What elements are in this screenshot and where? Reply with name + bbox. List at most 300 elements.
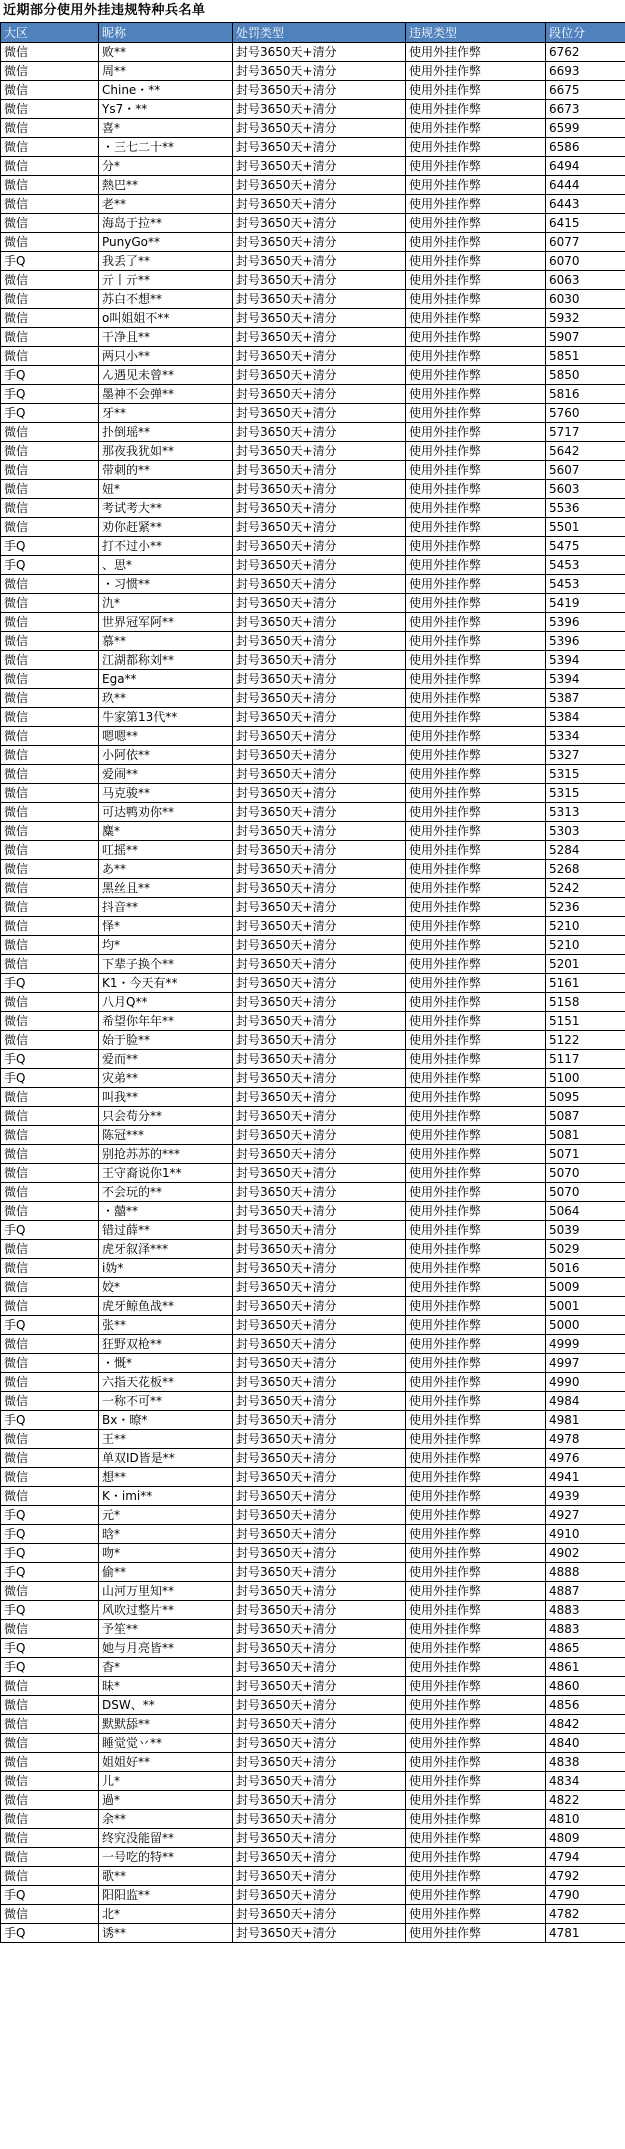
- nickname-cell: 灾弟**: [99, 1069, 233, 1088]
- region-cell: 手Q: [1, 1658, 99, 1677]
- penalty-cell: 封号3650天+清分: [233, 1506, 406, 1525]
- region-cell: 手Q: [1, 385, 99, 404]
- penalty-cell: 封号3650天+清分: [233, 1772, 406, 1791]
- penalty-cell: 封号3650天+清分: [233, 632, 406, 651]
- rank-score-cell: 5268: [546, 860, 625, 879]
- violation-cell: 使用外挂作弊: [406, 1069, 546, 1088]
- violation-cell: 使用外挂作弊: [406, 1430, 546, 1449]
- table-body: [1, 43, 625, 1943]
- violation-cell: 使用外挂作弊: [406, 252, 546, 271]
- penalty-cell: 封号3650天+清分: [233, 119, 406, 138]
- table-row: [1, 537, 625, 556]
- table-row: [1, 423, 625, 442]
- rank-score-cell: 5284: [546, 841, 625, 860]
- rank-score-cell: 6030: [546, 290, 625, 309]
- penalty-cell: 封号3650天+清分: [233, 898, 406, 917]
- penalty-cell: 封号3650天+清分: [233, 1107, 406, 1126]
- region-cell: 微信: [1, 1829, 99, 1848]
- violation-cell: 使用外挂作弊: [406, 1088, 546, 1107]
- region-cell: 微信: [1, 1867, 99, 1886]
- penalty-cell: 封号3650天+清分: [233, 328, 406, 347]
- region-cell: 微信: [1, 176, 99, 195]
- rank-score-cell: 5384: [546, 708, 625, 727]
- page-title: 近期部分使用外挂违规特种兵名单: [3, 3, 206, 18]
- nickname-cell: 错过薛**: [99, 1221, 233, 1240]
- penalty-cell: 封号3650天+清分: [233, 1392, 406, 1411]
- table-row: [1, 689, 625, 708]
- table-row: [1, 556, 625, 575]
- table-row: [1, 1259, 625, 1278]
- table-row: [1, 784, 625, 803]
- penalty-cell: 封号3650天+清分: [233, 1031, 406, 1050]
- nickname-cell: 墨神不会弹**: [99, 385, 233, 404]
- violation-cell: 使用外挂作弊: [406, 955, 546, 974]
- rank-score-cell: 4790: [546, 1886, 625, 1905]
- rank-score-cell: 5100: [546, 1069, 625, 1088]
- violation-cell: 使用外挂作弊: [406, 1240, 546, 1259]
- nickname-cell: 亓丨亓**: [99, 271, 233, 290]
- table-row: [1, 518, 625, 537]
- nickname-cell: 一称不可**: [99, 1392, 233, 1411]
- rank-score-cell: 5717: [546, 423, 625, 442]
- penalty-cell: 封号3650天+清分: [233, 1183, 406, 1202]
- nickname-cell: ・习惯**: [99, 575, 233, 594]
- nickname-cell: 晗*: [99, 1525, 233, 1544]
- nickname-cell: 考试考大**: [99, 499, 233, 518]
- nickname-cell: Ega**: [99, 670, 233, 689]
- penalty-cell: 封号3650天+清分: [233, 1297, 406, 1316]
- table-row: [1, 1088, 625, 1107]
- rank-score-cell: 5000: [546, 1316, 625, 1335]
- rank-score-cell: 5453: [546, 556, 625, 575]
- rank-score-cell: 5064: [546, 1202, 625, 1221]
- violation-cell: 使用外挂作弊: [406, 1563, 546, 1582]
- rank-score-cell: 4781: [546, 1924, 625, 1943]
- region-cell: 微信: [1, 1335, 99, 1354]
- penalty-cell: 封号3650天+清分: [233, 860, 406, 879]
- region-cell: 微信: [1, 1202, 99, 1221]
- penalty-cell: 封号3650天+清分: [233, 404, 406, 423]
- violation-cell: 使用外挂作弊: [406, 81, 546, 100]
- rank-score-cell: 6077: [546, 233, 625, 252]
- rank-score-cell: 4981: [546, 1411, 625, 1430]
- penalty-cell: 封号3650天+清分: [233, 1411, 406, 1430]
- table-row: [1, 1487, 625, 1506]
- rank-score-cell: 5607: [546, 461, 625, 480]
- violation-cell: 使用外挂作弊: [406, 1734, 546, 1753]
- region-cell: 微信: [1, 1734, 99, 1753]
- penalty-cell: 封号3650天+清分: [233, 1734, 406, 1753]
- penalty-cell: 封号3650天+清分: [233, 1126, 406, 1145]
- table-row: [1, 1715, 625, 1734]
- region-cell: 手Q: [1, 1316, 99, 1335]
- violation-cell: 使用外挂作弊: [406, 746, 546, 765]
- nickname-cell: DSW、**: [99, 1696, 233, 1715]
- table-row: [1, 1411, 625, 1430]
- rank-score-cell: 4856: [546, 1696, 625, 1715]
- nickname-cell: 妞*: [99, 480, 233, 499]
- nickname-cell: 单双ID皆是**: [99, 1449, 233, 1468]
- rank-score-cell: 4902: [546, 1544, 625, 1563]
- violation-cell: 使用外挂作弊: [406, 271, 546, 290]
- nickname-cell: 劝你赶紧**: [99, 518, 233, 537]
- table-row: [1, 119, 625, 138]
- violation-cell: 使用外挂作弊: [406, 632, 546, 651]
- violation-cell: 使用外挂作弊: [406, 1126, 546, 1145]
- table-header-row: [1, 23, 625, 43]
- region-cell: 手Q: [1, 537, 99, 556]
- penalty-cell: 封号3650天+清分: [233, 1924, 406, 1943]
- region-cell: 微信: [1, 613, 99, 632]
- table-row: [1, 1525, 625, 1544]
- table-row: [1, 290, 625, 309]
- region-cell: 微信: [1, 1791, 99, 1810]
- violation-cell: 使用外挂作弊: [406, 347, 546, 366]
- nickname-cell: 可达鸭劝你**: [99, 803, 233, 822]
- rank-score-cell: 4810: [546, 1810, 625, 1829]
- violation-cell: 使用外挂作弊: [406, 214, 546, 233]
- rank-score-cell: 5453: [546, 575, 625, 594]
- rank-score-cell: 4794: [546, 1848, 625, 1867]
- penalty-cell: 封号3650天+清分: [233, 480, 406, 499]
- rank-score-cell: 4842: [546, 1715, 625, 1734]
- region-cell: 手Q: [1, 1069, 99, 1088]
- penalty-cell: 封号3650天+清分: [233, 1316, 406, 1335]
- violation-cell: 使用外挂作弊: [406, 100, 546, 119]
- violation-cell: 使用外挂作弊: [406, 936, 546, 955]
- nickname-cell: 我丢了**: [99, 252, 233, 271]
- region-cell: 手Q: [1, 1601, 99, 1620]
- penalty-cell: 封号3650天+清分: [233, 1639, 406, 1658]
- region-cell: 微信: [1, 993, 99, 1012]
- rank-score-cell: 4887: [546, 1582, 625, 1601]
- nickname-cell: 周**: [99, 62, 233, 81]
- penalty-cell: 封号3650天+清分: [233, 1354, 406, 1373]
- rank-score-cell: 5396: [546, 613, 625, 632]
- rank-score-cell: 4822: [546, 1791, 625, 1810]
- violation-cell: 使用外挂作弊: [406, 1468, 546, 1487]
- rank-score-cell: 5070: [546, 1164, 625, 1183]
- penalty-cell: 封号3650天+清分: [233, 1677, 406, 1696]
- rank-score-cell: 4860: [546, 1677, 625, 1696]
- nickname-cell: 慕**: [99, 632, 233, 651]
- table-row: [1, 1316, 625, 1335]
- penalty-cell: 封号3650天+清分: [233, 1753, 406, 1772]
- region-cell: 手Q: [1, 1544, 99, 1563]
- penalty-cell: 封号3650天+清分: [233, 594, 406, 613]
- penalty-cell: 封号3650天+清分: [233, 1012, 406, 1031]
- table-row: [1, 404, 625, 423]
- penalty-cell: 封号3650天+清分: [233, 366, 406, 385]
- violation-cell: 使用外挂作弊: [406, 157, 546, 176]
- violation-cell: 使用外挂作弊: [406, 138, 546, 157]
- ban-list-table: [0, 22, 625, 1943]
- penalty-cell: 封号3650天+清分: [233, 1601, 406, 1620]
- region-cell: 微信: [1, 879, 99, 898]
- region-cell: 手Q: [1, 404, 99, 423]
- nickname-cell: i妫*: [99, 1259, 233, 1278]
- nickname-cell: 氿*: [99, 594, 233, 613]
- rank-score-cell: 5081: [546, 1126, 625, 1145]
- region-cell: 微信: [1, 1810, 99, 1829]
- violation-cell: 使用外挂作弊: [406, 898, 546, 917]
- table-row: [1, 1582, 625, 1601]
- rank-score-cell: 5603: [546, 480, 625, 499]
- nickname-cell: 余**: [99, 1810, 233, 1829]
- table-row: [1, 1373, 625, 1392]
- rank-score-cell: 5501: [546, 518, 625, 537]
- violation-cell: 使用外挂作弊: [406, 328, 546, 347]
- region-cell: 微信: [1, 1468, 99, 1487]
- nickname-cell: 姣*: [99, 1278, 233, 1297]
- penalty-cell: 封号3650天+清分: [233, 689, 406, 708]
- nickname-cell: 牙**: [99, 404, 233, 423]
- region-cell: 微信: [1, 1487, 99, 1506]
- rank-score-cell: 5242: [546, 879, 625, 898]
- table-row: [1, 1050, 625, 1069]
- nickname-cell: 一号吃的特**: [99, 1848, 233, 1867]
- nickname-cell: 、思*: [99, 556, 233, 575]
- table-row: [1, 1107, 625, 1126]
- violation-cell: 使用外挂作弊: [406, 1297, 546, 1316]
- rank-score-cell: 4990: [546, 1373, 625, 1392]
- violation-cell: 使用外挂作弊: [406, 556, 546, 575]
- rank-score-cell: 5851: [546, 347, 625, 366]
- table-row: [1, 1829, 625, 1848]
- violation-cell: 使用外挂作弊: [406, 404, 546, 423]
- region-cell: 手Q: [1, 366, 99, 385]
- region-cell: 微信: [1, 1753, 99, 1772]
- violation-cell: 使用外挂作弊: [406, 518, 546, 537]
- penalty-cell: 封号3650天+清分: [233, 1525, 406, 1544]
- violation-cell: 使用外挂作弊: [406, 442, 546, 461]
- table-row: [1, 1278, 625, 1297]
- rank-score-cell: 5327: [546, 746, 625, 765]
- table-row: [1, 1430, 625, 1449]
- penalty-cell: 封号3650天+清分: [233, 271, 406, 290]
- region-cell: 微信: [1, 1031, 99, 1050]
- column-header-penalty: 处罚类型: [233, 23, 406, 43]
- nickname-cell: 吻*: [99, 1544, 233, 1563]
- violation-cell: 使用外挂作弊: [406, 1392, 546, 1411]
- violation-cell: 使用外挂作弊: [406, 1715, 546, 1734]
- rank-score-cell: 5394: [546, 651, 625, 670]
- region-cell: 微信: [1, 195, 99, 214]
- rank-score-cell: 6444: [546, 176, 625, 195]
- nickname-cell: 北*: [99, 1905, 233, 1924]
- nickname-cell: 叫我**: [99, 1088, 233, 1107]
- violation-cell: 使用外挂作弊: [406, 784, 546, 803]
- penalty-cell: 封号3650天+清分: [233, 784, 406, 803]
- region-cell: 微信: [1, 233, 99, 252]
- rank-score-cell: 5907: [546, 328, 625, 347]
- table-row: [1, 1297, 625, 1316]
- nickname-cell: あ**: [99, 860, 233, 879]
- region-cell: 微信: [1, 138, 99, 157]
- table-row: [1, 936, 625, 955]
- table-row: [1, 271, 625, 290]
- penalty-cell: 封号3650天+清分: [233, 1088, 406, 1107]
- penalty-cell: 封号3650天+清分: [233, 1848, 406, 1867]
- violation-cell: 使用外挂作弊: [406, 195, 546, 214]
- violation-cell: 使用外挂作弊: [406, 1107, 546, 1126]
- table-row: [1, 670, 625, 689]
- region-cell: 微信: [1, 936, 99, 955]
- rank-score-cell: 5850: [546, 366, 625, 385]
- region-cell: 微信: [1, 1088, 99, 1107]
- penalty-cell: 封号3650天+清分: [233, 43, 406, 62]
- table-row: [1, 1240, 625, 1259]
- penalty-cell: 封号3650天+清分: [233, 347, 406, 366]
- rank-score-cell: 5070: [546, 1183, 625, 1202]
- violation-cell: 使用外挂作弊: [406, 1449, 546, 1468]
- penalty-cell: 封号3650天+清分: [233, 651, 406, 670]
- nickname-cell: 狂野双枪**: [99, 1335, 233, 1354]
- violation-cell: 使用外挂作弊: [406, 423, 546, 442]
- violation-cell: 使用外挂作弊: [406, 993, 546, 1012]
- nickname-cell: PunyGo**: [99, 233, 233, 252]
- table-row: [1, 214, 625, 233]
- rank-score-cell: 4883: [546, 1620, 625, 1639]
- nickname-cell: 叿摇**: [99, 841, 233, 860]
- nickname-cell: 牛家第13代**: [99, 708, 233, 727]
- table-row: [1, 1335, 625, 1354]
- penalty-cell: 封号3650天+清分: [233, 442, 406, 461]
- table-row: [1, 1354, 625, 1373]
- penalty-cell: 封号3650天+清分: [233, 1696, 406, 1715]
- table-row: [1, 765, 625, 784]
- rank-score-cell: 5161: [546, 974, 625, 993]
- penalty-cell: 封号3650天+清分: [233, 936, 406, 955]
- rank-score-cell: 4927: [546, 1506, 625, 1525]
- column-header-nickname: 昵称: [99, 23, 233, 43]
- nickname-cell: 默默舔**: [99, 1715, 233, 1734]
- penalty-cell: 封号3650天+清分: [233, 1810, 406, 1829]
- violation-cell: 使用外挂作弊: [406, 1164, 546, 1183]
- nickname-cell: 均*: [99, 936, 233, 955]
- violation-cell: 使用外挂作弊: [406, 860, 546, 879]
- penalty-cell: 封号3650天+清分: [233, 1373, 406, 1392]
- rank-score-cell: 5210: [546, 917, 625, 936]
- table-row: [1, 100, 625, 119]
- region-cell: 微信: [1, 632, 99, 651]
- violation-cell: 使用外挂作弊: [406, 1886, 546, 1905]
- region-cell: 微信: [1, 841, 99, 860]
- region-cell: 手Q: [1, 1886, 99, 1905]
- violation-cell: 使用外挂作弊: [406, 1202, 546, 1221]
- penalty-cell: 封号3650天+清分: [233, 1278, 406, 1297]
- nickname-cell: 怿*: [99, 917, 233, 936]
- nickname-cell: 偷**: [99, 1563, 233, 1582]
- nickname-cell: 干净且**: [99, 328, 233, 347]
- violation-cell: 使用外挂作弊: [406, 1050, 546, 1069]
- nickname-cell: 终究没能留**: [99, 1829, 233, 1848]
- table-row: [1, 1677, 625, 1696]
- rank-score-cell: 5158: [546, 993, 625, 1012]
- penalty-cell: 封号3650天+清分: [233, 518, 406, 537]
- nickname-cell: 希望你年年**: [99, 1012, 233, 1031]
- penalty-cell: 封号3650天+清分: [233, 556, 406, 575]
- nickname-cell: ・囍**: [99, 1202, 233, 1221]
- violation-cell: 使用外挂作弊: [406, 1354, 546, 1373]
- nickname-cell: 陈冠***: [99, 1126, 233, 1145]
- penalty-cell: 封号3650天+清分: [233, 727, 406, 746]
- nickname-cell: 黑丝且**: [99, 879, 233, 898]
- nickname-cell: 张**: [99, 1316, 233, 1335]
- penalty-cell: 封号3650天+清分: [233, 1050, 406, 1069]
- nickname-cell: 熱巴**: [99, 176, 233, 195]
- region-cell: 微信: [1, 480, 99, 499]
- table-row: [1, 575, 625, 594]
- penalty-cell: 封号3650天+清分: [233, 176, 406, 195]
- violation-cell: 使用外挂作弊: [406, 1829, 546, 1848]
- table-row: [1, 632, 625, 651]
- nickname-cell: 虎牙鲸鱼战**: [99, 1297, 233, 1316]
- table-row: [1, 1563, 625, 1582]
- table-row: [1, 1867, 625, 1886]
- violation-cell: 使用外挂作弊: [406, 309, 546, 328]
- nickname-cell: K1・今天有**: [99, 974, 233, 993]
- violation-cell: 使用外挂作弊: [406, 366, 546, 385]
- nickname-cell: 江湖都称刘**: [99, 651, 233, 670]
- nickname-cell: 山河万里知**: [99, 1582, 233, 1601]
- penalty-cell: 封号3650天+清分: [233, 1221, 406, 1240]
- nickname-cell: 過*: [99, 1791, 233, 1810]
- table-row: [1, 1696, 625, 1715]
- region-cell: 微信: [1, 1373, 99, 1392]
- penalty-cell: 封号3650天+清分: [233, 233, 406, 252]
- rank-score-cell: 5236: [546, 898, 625, 917]
- nickname-cell: 马克骏**: [99, 784, 233, 803]
- penalty-cell: 封号3650天+清分: [233, 1544, 406, 1563]
- nickname-cell: 不会玩的**: [99, 1183, 233, 1202]
- violation-cell: 使用外挂作弊: [406, 176, 546, 195]
- violation-cell: 使用外挂作弊: [406, 1810, 546, 1829]
- table-row: [1, 1601, 625, 1620]
- penalty-cell: 封号3650天+清分: [233, 499, 406, 518]
- region-cell: 微信: [1, 955, 99, 974]
- table-row: [1, 1012, 625, 1031]
- region-cell: 微信: [1, 1449, 99, 1468]
- penalty-cell: 封号3650天+清分: [233, 1582, 406, 1601]
- table-row: [1, 993, 625, 1012]
- rank-score-cell: 5313: [546, 803, 625, 822]
- region-cell: 微信: [1, 1696, 99, 1715]
- rank-score-cell: 4865: [546, 1639, 625, 1658]
- table-row: [1, 309, 625, 328]
- penalty-cell: 封号3650天+清分: [233, 214, 406, 233]
- rank-score-cell: 4997: [546, 1354, 625, 1373]
- violation-cell: 使用外挂作弊: [406, 1848, 546, 1867]
- nickname-cell: K・imi**: [99, 1487, 233, 1506]
- nickname-cell: Chine・**: [99, 81, 233, 100]
- table-row: [1, 1468, 625, 1487]
- column-header-rank-score: 段位分: [546, 23, 625, 43]
- nickname-cell: 她与月亮皆**: [99, 1639, 233, 1658]
- table-row: [1, 727, 625, 746]
- region-cell: 微信: [1, 1240, 99, 1259]
- violation-cell: 使用外挂作弊: [406, 575, 546, 594]
- table-row: [1, 62, 625, 81]
- rank-score-cell: 6762: [546, 43, 625, 62]
- region-cell: 微信: [1, 1012, 99, 1031]
- penalty-cell: 封号3650天+清分: [233, 575, 406, 594]
- nickname-cell: 阳阳监**: [99, 1886, 233, 1905]
- violation-cell: 使用外挂作弊: [406, 1316, 546, 1335]
- table-row: [1, 442, 625, 461]
- nickname-cell: 小阿依**: [99, 746, 233, 765]
- nickname-cell: 元*: [99, 1506, 233, 1525]
